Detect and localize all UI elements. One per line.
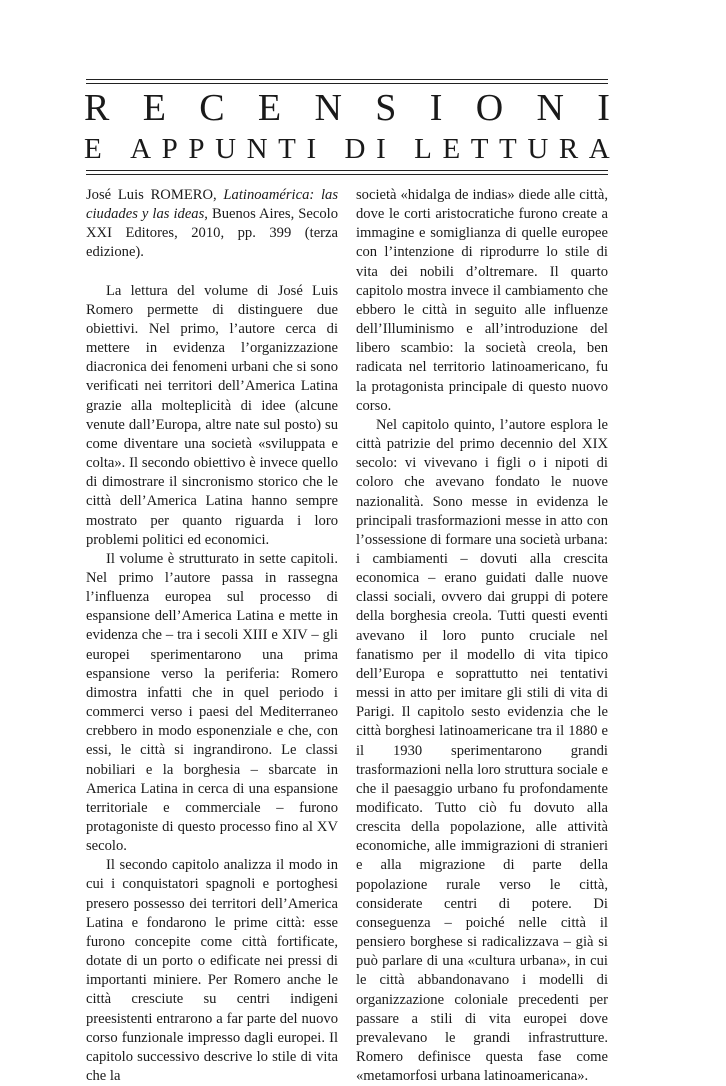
subtitle-letter: E [84, 133, 102, 165]
subtitle-letter: A [588, 133, 610, 165]
title-letter: I [597, 87, 610, 129]
subtitle-letter: R [558, 133, 579, 165]
title-letter: R [84, 87, 110, 129]
top-double-rule-upper [86, 79, 608, 80]
title-letter: O [475, 87, 504, 129]
subtitle-letter: T [278, 133, 296, 165]
subtitle-letter: I [306, 133, 317, 165]
subtitle-letter: L [414, 133, 432, 165]
title-letter: C [199, 87, 225, 129]
title-letter: N [314, 87, 342, 129]
subtitle-letter: P [161, 133, 178, 165]
section-title-recensioni [84, 86, 610, 130]
subtitle-letter: U [527, 133, 549, 165]
title-letter: N [536, 87, 564, 129]
subtitle-letter: P [188, 133, 205, 165]
subtitle-letter: T [499, 133, 517, 165]
citation-details: , Buenos Aires, Secolo XXI Editores, 2010, pp. 399 (terza edizione). [86, 206, 338, 261]
subtitle-letter [396, 132, 403, 166]
title-letter: E [142, 87, 166, 129]
paragraph: Nel capitolo quinto, l’autore esplora le città patrizie del primo decennio del XIX secolo: vi vivevano i figli o i nipoti di coloro che avevano fondato le nuove nazionalità. Sono messe in evidenza le principali trasformazioni messe in atto con l’ossessione di formare una società urbana: i cambiamenti – dovuti alla crescita economica – erano guidati dalle nuove classi sociali, ovvero dai gruppi di potere della borghesia creola. Tutti questi eventi avevano il loro punto cruciale nel fanatismo per il modello di vita tipico dell’Europa e soprattutto nei tentativi messi in atto per imitare gli stili di vita di Parigi. Il capitolo sesto evidenzia che le città borghesi latinoamericane tra il 1880 e il 1930 sperimentarono grandi trasformazioni nella loro struttura sociale e che il paesaggio urbano fu profondamente modificato. Tutto ciò fu dovuto alla crescita della popolazione, alle attività economiche, alle immigrazioni di stranieri e alla migrazione di parte della popolazione rurale verso le città, considerate centri di potere. Di conseguenza – poiché nelle città il pensiero borghese si radicalizzava – già si può parlare di una «cultura urbana», in cui le città abbandonavano i modelli di organizzazione coloniale precedenti per passare a stili di vita europei dove prevalevano le grandi infrastrutture. Romero definisce questa fase come «metamorfosi urbana latinoamericana». [356, 416, 608, 1085]
subtitle-letter [112, 132, 119, 166]
citation-title: Latinoamérica: las ciudades y las ideas [86, 187, 339, 223]
subtitle-letter [327, 132, 334, 166]
paragraph: Il secondo capitolo analizza il modo in cui i conquistatori spagnoli e portoghesi presero possesso dei territori dell’America Latina e fondarono le prime città: esse furono concepite come città fortificate, dotate di un porto o edificate nei pressi di importanti miniere. Per Romero anche le città cresciute su centri indigeni preesistenti entrarono a far parte del nuovo corso funzionale impresso dagli europei. Il capitolo successivo descrive lo stile di vita che la [86, 857, 338, 1085]
paragraph: società «hidalga de indias» diede alle città, dove le corti aristocratiche furono create a immagine e somiglianza di quelle europee con l’intenzione di riprodurre lo stile di vita dei nobili d’oltremare. Il quarto capitolo mostra invece il cambiamento che ebbero le città in seguito alle influenze dell’Illuminismo e all’introduzione del libero scambio: la società creola, ben radicata nel territorio latinoamericano, fu la protagonista principale di questo nuovo corso. [356, 187, 608, 414]
subtitle-letter: N [246, 133, 268, 165]
section-subtitle-appunti-di-lettura [84, 132, 610, 166]
subtitle-letter: A [130, 133, 152, 165]
paragraph: La lettura del volume di José Luis Romero permette di distinguere due obiettivi. Nel primo, l’autore cerca di mettere in evidenza l’organizzazione diacronica dei fenomeni urbani che si sono verificati nei territori dell’America Latina grazie alla molteplicità di idee (alcune venute dall’Europa, altre nate sul posto) su come diventare una società «sviluppata e colta». Il secondo obiettivo è invece quello di dimostrare il sincronismo storico che le città dell’America Latina hanno sempre mostrato per quanto riguarda i loro problemi politici ed economici. [86, 282, 338, 548]
paragraph: Il volume è strutturato in sette capitoli. Nel primo l’autore passa in rassegna l’influenza europea sul processo di espansione dell’America Latina e mette in evidenza che – tra i secoli XIII e XIV – gli europei sperimentarono una prima espansione verso la periferia: Romero dimostra infatti che in quel periodo i commerci verso i paesi del Mediterraneo crebbero in modo esponenziale e che, con essi, le città si ingrandirono. Le classi nobiliari e la borghesia – sbarcate in America Latina in cerca di una espansione territoriale e commerciale – furono protagoniste di questo processo fino al XV secolo. [86, 550, 338, 855]
subtitle-letter: E [442, 133, 461, 165]
subtitle-letter: D [344, 133, 366, 165]
left-column [86, 186, 338, 1086]
subtitle-letter: U [215, 133, 237, 165]
book-citation [86, 186, 338, 263]
title-letter: I [429, 87, 443, 129]
title-letter: S [375, 87, 397, 129]
subtitle-letter: T [470, 133, 489, 165]
right-column [356, 186, 608, 1086]
subtitle-letter: I [376, 133, 386, 165]
bottom-double-rule-upper [86, 170, 608, 171]
title-letter: E [257, 87, 282, 129]
citation-author: José Luis ROMERO, [86, 187, 224, 203]
bottom-double-rule-lower [86, 174, 608, 175]
top-double-rule-lower [86, 83, 608, 84]
